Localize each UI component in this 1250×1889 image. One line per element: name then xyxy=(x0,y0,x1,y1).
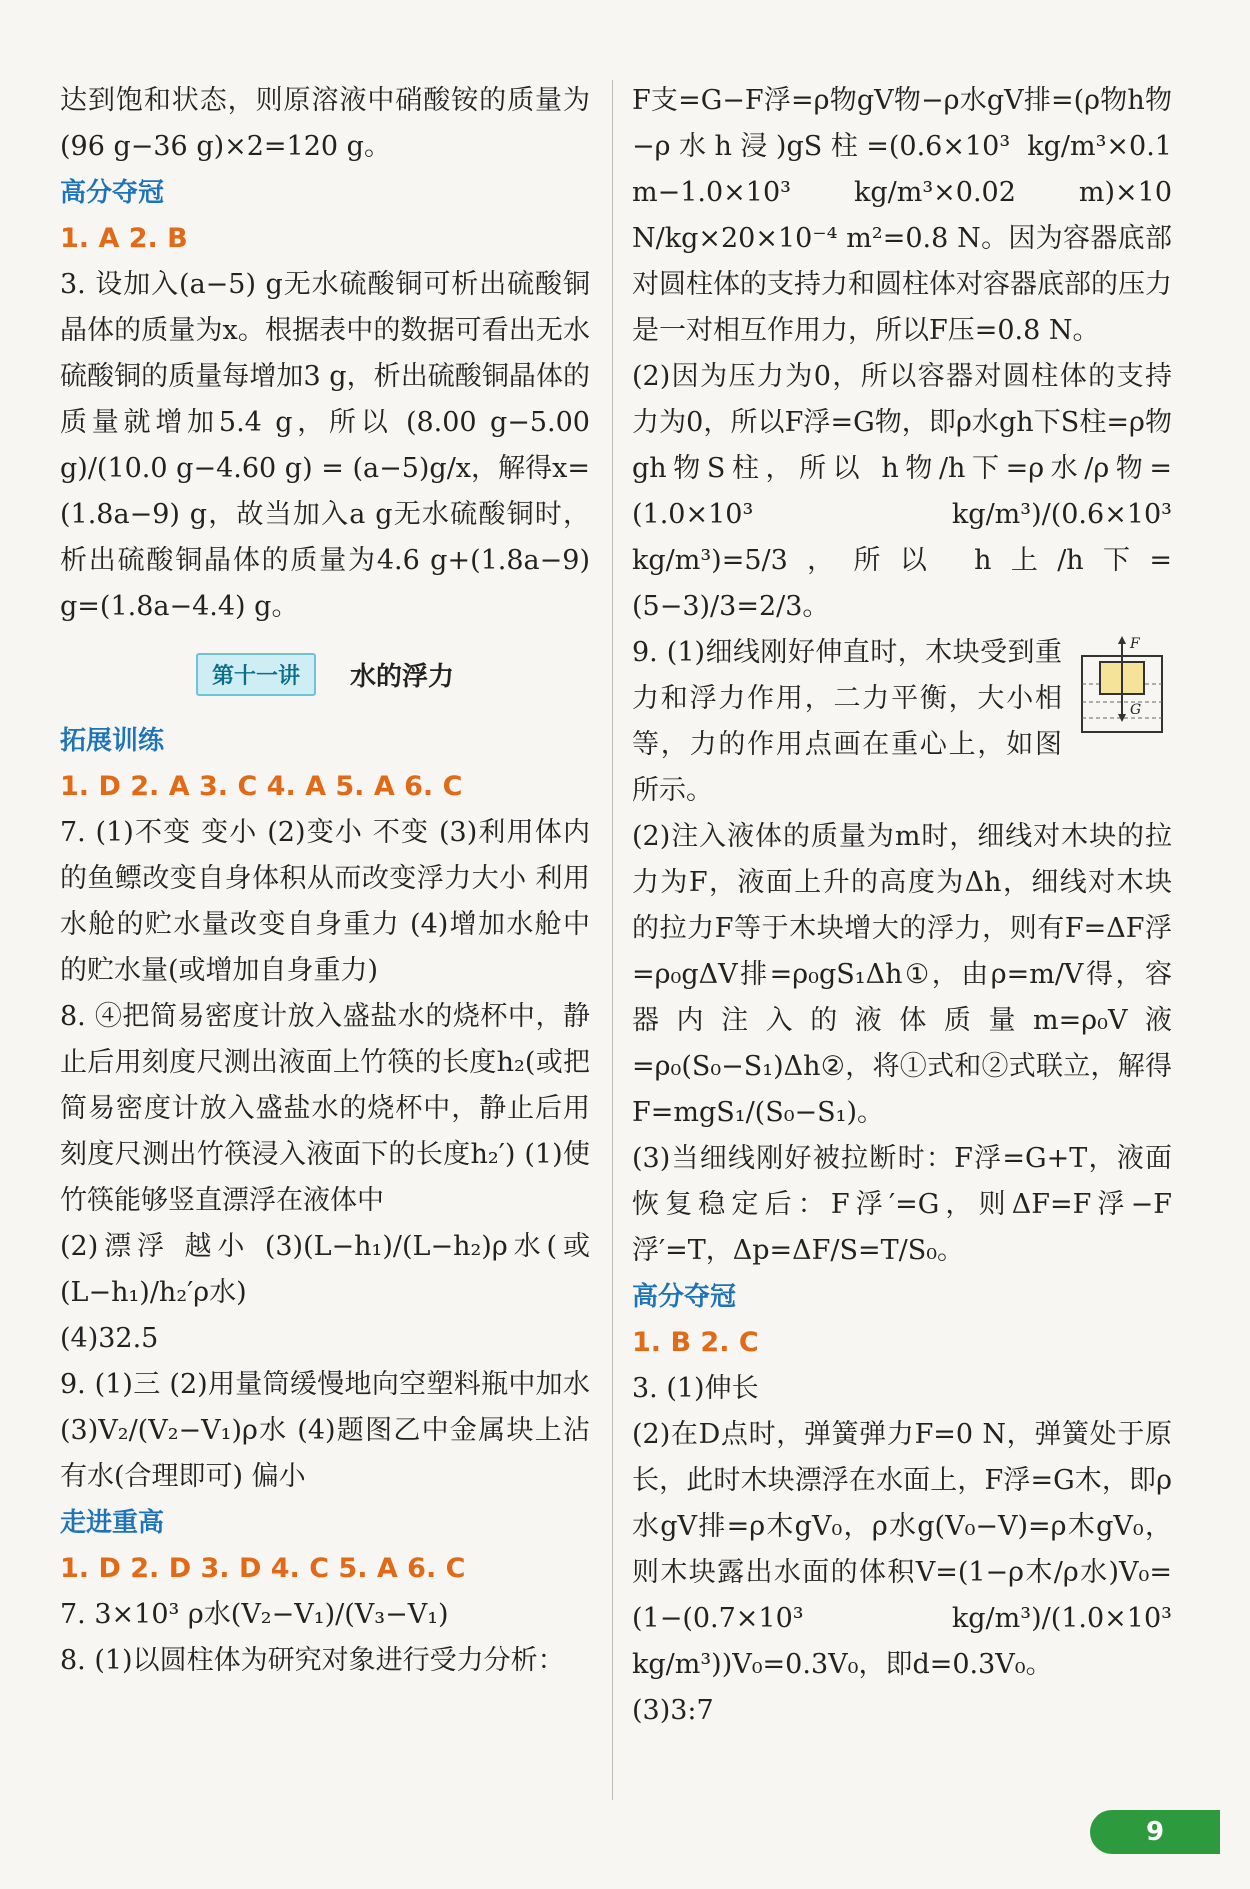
question-9-part2: (2)注入液体的质量为m时，细线对木块的拉力为F，液面上升的高度为Δh，细线对木块的拉力F等于木块增大的浮力，则有F=ΔF浮=ρ₀gΔV排=ρ₀gS₁Δh①，由ρ=m/V得，容器内注入的液体质量m=ρ₀V液=ρ₀(S₀−S₁)Δh②，将①式和②式联立，解得F=mgS₁/(S₀−S₁)。 xyxy=(632,821,1172,1128)
lecture-banner xyxy=(60,638,590,710)
lecture-title: 水的浮力 xyxy=(350,661,455,692)
intro-paragraph: 达到饱和状态，则原溶液中硝酸铵的质量为(96 g−36 g)×2=120 g。 xyxy=(60,85,590,162)
question-3-part2: (2)在D点时，弹簧弹力F=0 N，弹簧处于原长，此时木块漂浮在水面上，F浮=G木，即ρ水gV排=ρ木gV₀，ρ水g(V₀−V)=ρ木gV₀，则木块露出水面的体积V=(1−ρ木/ρ水)V₀=(1−(0.7×10³ kg/m³)/(1.0×10³ kg/m³))V₀=0.3V₀，即d=0.3V₀。 xyxy=(632,1419,1172,1680)
right-column xyxy=(632,78,1172,1734)
question-3: 3. 设加入(a−5) g无水硫酸铜可析出硫酸铜晶体的质量为x。根据表中的数据可看出无水硫酸铜的质量每增加3 g，析出硫酸铜晶体的质量就增加5.4 g，所以 (8.00 g−5.00 g)/(10.0 g−4.60 g) = (a−5)g/x，解得x=(1.8a−9) g，故当加入a g无水硫酸铜时，析出硫酸铜晶体的质量为4.6 g+(1.8a−9) g=(1.8a−4.4) g。 xyxy=(60,269,590,622)
question-7: 7. 3×10³ ρ水(V₂−V₁)/(V₃−V₁) xyxy=(60,1599,449,1630)
question-3-part3: (3)3:7 xyxy=(632,1695,714,1726)
question-7: 7. (1)不变 变小 (2)变小 不变 (3)利用体内的鱼鳔改变自身体积从而改变浮力大小 利用水舱的贮水量改变自身重力 (4)增加水舱中的贮水量(或增加自身重力) xyxy=(60,817,590,986)
lecture-tag: 第十一讲 xyxy=(196,653,316,696)
force-label-f: F xyxy=(1130,636,1140,652)
answers-line: 1. B 2. C xyxy=(632,1327,759,1358)
section-heading: 高分夺冠 xyxy=(632,1282,737,1312)
question-8: 8. (1)以圆柱体为研究对象进行受力分析： xyxy=(60,1645,565,1676)
force-label-g: G xyxy=(1130,702,1142,718)
question-8-part2: (2)因为压力为0，所以容器对圆柱体的支持力为0，所以F浮=G物，即ρ水gh下S柱=ρ物gh物S柱，所以 h物/h下=ρ水/ρ物=(1.0×10³ kg/m³)/(0.6×10³ kg/m³)=5/3，所以 h上/h下=(5−3)/3=2/3。 xyxy=(632,361,1172,622)
left-column xyxy=(60,78,590,1684)
question-9: 9. (1)三 (2)用量筒缓慢地向空塑料瓶中加水 (3)V₂/(V₂−V₁)ρ水 (4)题图乙中金属块上沾有水(合理即可) 偏小 xyxy=(60,1369,590,1492)
answers-line: 1. A 2. B xyxy=(60,223,188,254)
answers-line: 1. D 2. D 3. D 4. C 5. A 6. C xyxy=(60,1553,466,1584)
question-3-part1: 3. (1)伸长 xyxy=(632,1373,759,1404)
force-diagram xyxy=(1072,636,1172,736)
question-9-part1: 9. (1)细线刚好伸直时，木块受到重力和浮力作用，二力平衡，大小相等，力的作用点画在重心上，如图所示。 xyxy=(632,637,1062,806)
question-8-part4: (4)32.5 xyxy=(60,1323,159,1354)
section-heading: 走进重高 xyxy=(60,1508,165,1538)
continuation-paragraph: F支=G−F浮=ρ物gV物−ρ水gV排=(ρ物h物−ρ水h浸)gS柱=(0.6×10³ kg/m³×0.1 m−1.0×10³ kg/m³×0.02 m)×10 N/kg×20×10⁻⁴ m²=0.8 N。因为容器底部对圆柱体的支持力和圆柱体对容器底部的压力是一对相互作用力，所以F压=0.8 N。 xyxy=(632,85,1172,346)
question-9-part3: (3)当细线刚好被拉断时：F浮=G+T，液面恢复稳定后：F浮′=G，则ΔF=F浮−F浮′=T，Δp=ΔF/S=T/S₀。 xyxy=(632,1143,1172,1266)
column-divider xyxy=(612,80,613,1800)
answers-line: 1. D 2. A 3. C 4. A 5. A 6. C xyxy=(60,771,463,802)
page-number: 9 xyxy=(1090,1810,1220,1854)
section-heading: 拓展训练 xyxy=(60,726,165,756)
section-heading: 高分夺冠 xyxy=(60,178,165,208)
question-8-part2: (2)漂浮 越小 (3)(L−h₁)/(L−h₂)ρ水(或(L−h₁)/h₂′ρ水) xyxy=(60,1231,590,1308)
question-8: 8. ④把简易密度计放入盛盐水的烧杯中，静止后用刻度尺测出液面上竹筷的长度h₂(或把简易密度计放入盛盐水的烧杯中，静止后用刻度尺测出竹筷浸入液面下的长度h₂′) (1)使竹筷能够竖直漂浮在液体中 xyxy=(60,1001,590,1216)
